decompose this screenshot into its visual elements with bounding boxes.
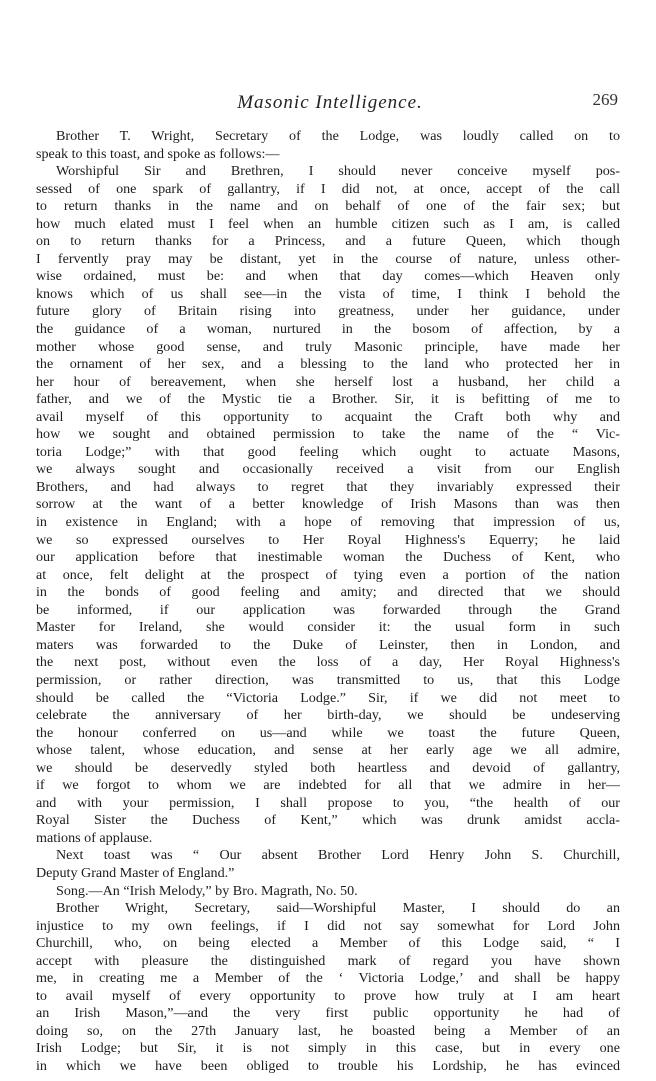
- text-line: I fervently pray may be distant, yet in the course of nature, unless other-: [36, 250, 620, 267]
- text-line: we so expressed ourselves to Her Royal Highness's Equerry; he laid: [36, 531, 620, 548]
- text-line: we should be deservedly styled both heartless and devoid of gallantry,: [36, 759, 620, 776]
- text-line: Worshipful Sir and Brethren, I should never conceive myself pos-: [56, 163, 620, 180]
- text-line: future glory of Britain rising into greatness, under her guidance, under: [36, 303, 620, 320]
- text-line: we always sought and occasionally received a visit from our English: [36, 461, 620, 478]
- text-line: Brothers, and had always to regret that they invariably expressed their: [36, 478, 620, 495]
- text-line: Next toast was “ Our absent Brother Lord Henry John S. Churchill,: [56, 847, 620, 864]
- text-line: doing so, on the 27th January last, he boasted being a Member of an: [36, 1022, 620, 1039]
- text-line: mations of applause.: [36, 829, 153, 846]
- text-line: Irish Lodge; but Sir, it is not simply in this case, but in every one: [36, 1040, 620, 1057]
- text-line: accept with pleasure the distinguished mark of regard you have shown: [36, 952, 620, 969]
- text-line: to return thanks in the name and on behalf of one of the fair sex; but: [36, 198, 620, 215]
- text-line: avail myself of this opportunity to acquaint the Craft both why and: [36, 408, 620, 425]
- body-text: [36, 128, 620, 1076]
- text-line: in the bonds of good feeling and amity; and directed that we should: [36, 584, 620, 601]
- text-line: in existence in England; with a hope of removing that impression of us,: [36, 514, 620, 531]
- text-line: the next post, without even the loss of a day, Her Royal Highness's: [36, 654, 620, 671]
- text-line: father, and we of the Mystic tie a Brother. Sir, it is befitting of me to: [36, 391, 620, 408]
- text-line: maters was forwarded to the Duke of Leinster, then in London, and: [36, 636, 620, 653]
- text-line: if we forgot to whom we are indebted for all that we admire in her—: [36, 777, 620, 794]
- text-line: Song.—An “Irish Melody,” by Bro. Magrath, No. 50.: [56, 882, 358, 899]
- text-line: on to return thanks for a Princess, and a future Queen, which though: [36, 233, 620, 250]
- text-line: at once, felt delight at the prospect of tying even a portion of the nation: [36, 566, 620, 583]
- text-line: Brother T. Wright, Secretary of the Lodge, was loudly called on to: [56, 128, 620, 144]
- running-title: Masonic Intelligence.: [237, 92, 423, 113]
- text-line: the honour conferred on us—and while we toast the future Queen,: [36, 724, 620, 741]
- text-line: how much elated must I feel when an humble citizen such as I am, is called: [36, 215, 620, 232]
- text-line: me, in creating me a Member of the ‘ Victoria Lodge,’ and shall be happy: [36, 970, 620, 987]
- text-line: wise ordained, must be: and when that day comes—which Heaven only: [36, 268, 620, 285]
- text-line: Brother Wright, Secretary, said—Worshipful Master, I should do an: [56, 900, 620, 917]
- text-line: how we sought and obtained permission to take the name of the “ Vic-: [36, 426, 620, 443]
- text-line: and with your permission, I shall propose to you, “the health of our: [36, 794, 620, 811]
- text-line: to avail myself of every opportunity to prove how truly at I am heart: [36, 987, 620, 1004]
- text-line: Royal Sister the Duchess of Kent,” which was drunk amidst accla-: [36, 812, 620, 829]
- text-line: Deputy Grand Master of England.”: [36, 864, 235, 881]
- text-line: celebrate the anniversary of her birth-day, we should be undeserving: [36, 707, 620, 724]
- text-line: be informed, if our application was forwarded through the Grand: [36, 601, 620, 618]
- text-line: Churchill, who, on being elected a Member of this Lodge said, “ I: [36, 935, 620, 952]
- page-number: 269: [592, 90, 618, 109]
- text-line: sessed of one spark of gallantry, if I did not, at once, accept of the call: [36, 180, 620, 197]
- text-line: our application before that inestimable woman the Duchess of Kent, who: [36, 549, 620, 566]
- text-line: should be called the “Victoria Lodge.” Sir, if we did not meet to: [36, 689, 620, 706]
- running-header: [40, 92, 620, 116]
- text-line: permission, or rather direction, was transmitted to us, that this Lodge: [36, 671, 620, 688]
- text-line: toria Lodge;” with that good feeling which ought to actuate Masons,: [36, 443, 620, 460]
- text-line: the guidance of a woman, nurtured in the bosom of affection, by a: [36, 321, 620, 338]
- text-line: Master for Ireland, she would consider it: the usual form in such: [36, 619, 620, 636]
- text-line: speak to this toast, and spoke as follows:—: [36, 145, 280, 162]
- text-line: in which we have been obliged to trouble his Lordship, he has evinced: [36, 1057, 620, 1074]
- text-line: mother whose good sense, and truly Masonic principle, have made her: [36, 338, 620, 355]
- text-line: the ornament of her sex, and a blessing to the land who protected her in: [36, 356, 620, 373]
- text-line: her hour of bereavement, when she herself lost a husband, her child a: [36, 373, 620, 390]
- text-line: injustice to my own feelings, if I did not say somewhat for Lord John: [36, 917, 620, 934]
- text-line: sorrow at the want of a better knowledge of Irish Masons than was then: [36, 496, 620, 513]
- text-line: whose talent, whose education, and sense at her early age we all admire,: [36, 742, 620, 759]
- text-line: an Irish Mason,”—and the very first public opportunity he had of: [36, 1005, 620, 1022]
- text-line: knows which of us shall see—in the vista of time, I think I behold the: [36, 285, 620, 302]
